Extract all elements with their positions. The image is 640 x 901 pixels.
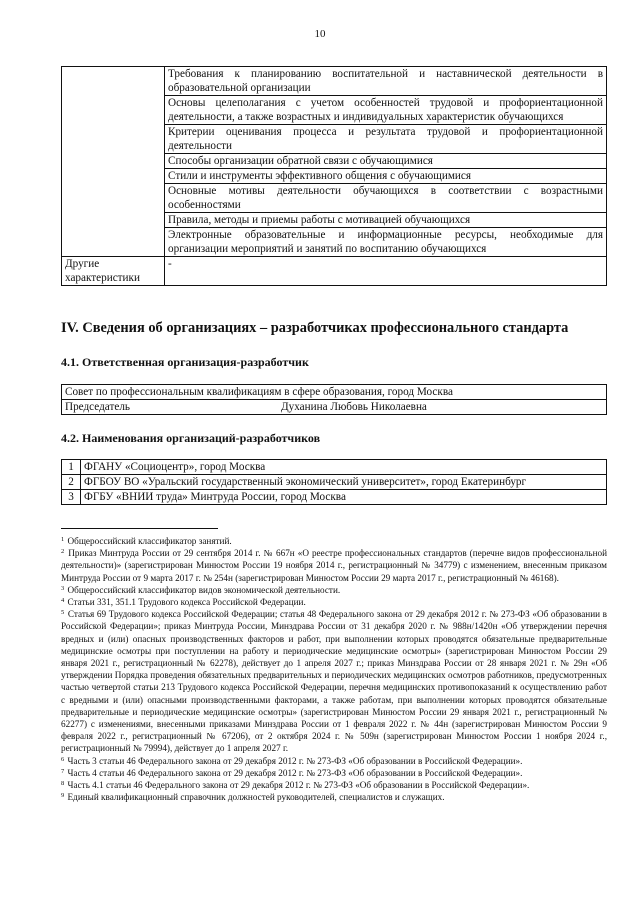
subsection-heading-responsible: 4.1. Ответственная организация-разработчик	[61, 355, 309, 369]
footnote-text: Приказ Минтруда России от 29 сентября 2014 г. № 667н «О реестре профессиональных стандартов (перечне видов профессиональной деятельности)» (зарегистрирован Минюстом России 19 ноября 2014 г., регистрационный № 34779) с изменением, внесенным приказом Минтруда России от 9 марта 2017 г. № 254н (зарегистрирован Минюстом России 29 марта 2017 г., регистрационный № 46168).	[61, 548, 607, 583]
table-row	[62, 400, 607, 415]
footnote	[61, 755, 607, 767]
footnote-marker: 8	[61, 780, 65, 788]
footnote-text: Единый квалификационный справочник должностей руководителей, специалистов и служащих.	[67, 792, 445, 803]
footnote-marker: 2	[61, 548, 65, 556]
requirement-cell: Основы целеполагания с учетом особенностей трудовой и профориентационной деятельности, а также возрастных и индивидуальных характеристик обучающихся	[165, 96, 607, 125]
developer-number: 3	[62, 490, 81, 505]
requirement-cell: Требования к планированию воспитательной и наставнической деятельности в образовательной организации	[165, 67, 607, 96]
table-row	[62, 385, 607, 400]
requirement-cell: Стили и инструменты эффективного общения с обучающимися	[165, 169, 607, 184]
footnote	[61, 596, 607, 608]
footnote-marker: 4	[61, 597, 65, 605]
footnote-text: Часть 3 статьи 46 Федерального закона от 29 декабря 2012 г. № 273-ФЗ «Об образовании в Российской Федерации».	[67, 755, 523, 766]
responsible-org-table	[61, 384, 607, 415]
subsection-heading-developers: 4.2. Наименования организаций-разработчиков	[61, 431, 321, 445]
section-title: IV. Сведения об организациях – разработчиках профессионального стандарта	[61, 320, 569, 336]
footnote	[61, 547, 607, 584]
footnote	[61, 608, 607, 754]
developer-name: ФГАНУ «Социоцентр», город Москва	[81, 460, 607, 475]
footnote-marker: 1	[61, 536, 65, 543]
footnote-marker: 7	[61, 767, 65, 775]
other-characteristics-value: -	[165, 257, 607, 286]
requirement-cell: Способы организации обратной связи с обучающимися	[165, 154, 607, 169]
table-row	[62, 460, 607, 475]
footnote	[61, 779, 607, 791]
footnote-text: Общероссийский классификатор видов экономической деятельности.	[67, 584, 341, 595]
footnotes	[61, 535, 607, 803]
responsible-org-name: Совет по профессиональным квалификациям в сфере образования, город Москва	[62, 385, 607, 400]
footnote-marker: 9	[61, 792, 65, 800]
developer-number: 2	[62, 475, 81, 490]
footnote-marker: 5	[61, 609, 65, 617]
footnote-text: Статьи 331, 351.1 Трудового кодекса Российской Федерации.	[67, 597, 306, 608]
developers-table	[61, 459, 607, 505]
footnote	[61, 584, 607, 596]
table-row	[62, 490, 607, 505]
requirement-cell: Основные мотивы деятельности обучающихся в соответствии с возрастными особенностями	[165, 184, 607, 213]
footnote-text: Часть 4.1 статьи 46 Федерального закона от 29 декабря 2012 г. № 273-ФЗ «Об образовании в Российской Федерации».	[67, 780, 530, 791]
other-characteristics-label: Другие характеристики	[62, 257, 165, 286]
position-label: Председатель	[65, 401, 131, 413]
footnote-divider	[61, 528, 218, 529]
footnote-marker: 6	[61, 755, 65, 763]
page-number: 10	[314, 28, 326, 40]
footnote-text: Общероссийский классификатор занятий.	[67, 536, 232, 546]
footnote-text: Часть 4 статьи 46 Федерального закона от 29 декабря 2012 г. № 273-ФЗ «Об образовании в Российской Федерации».	[67, 767, 523, 778]
requirement-cell: Правила, методы и приемы работы с мотивацией обучающихся	[165, 213, 607, 228]
table-row	[62, 67, 607, 96]
table-row	[62, 257, 607, 286]
requirements-table	[61, 66, 607, 286]
table-row	[62, 475, 607, 490]
person-name: Духанина Любовь Николаевна	[281, 401, 427, 413]
requirement-cell: Электронные образовательные и информационные ресурсы, необходимые для организации мероприятий и занятий по воспитанию обучающихся	[165, 228, 607, 257]
responsible-person-cell	[62, 400, 607, 415]
developer-number: 1	[62, 460, 81, 475]
footnote	[61, 791, 607, 803]
footnote-marker: 3	[61, 584, 65, 592]
developer-name: ФГБОУ ВО «Уральский государственный экономический университет», город Екатеринбург	[81, 475, 607, 490]
developer-name: ФГБУ «ВНИИ труда» Минтруда России, город Москва	[81, 490, 607, 505]
requirement-cell: Критерии оценивания процесса и результата трудовой и профориентационной деятельности	[165, 125, 607, 154]
footnote-text: Статья 69 Трудового кодекса Российской Федерации; статья 48 Федерального закона от 29 декабря 2012 г. № 273-ФЗ «Об образовании в Российской Федерации»; приказ Минтруда России, Минздрава России от 31 декабря 2020 г. № 988н/1420н «Об утверждении перечня вредных и (или) опасных производственных факторов и работ, при выполнении которых проводятся обязательные предварительные медицинские осмотры при поступлении на работу и периодические медицинские осмотры» (зарегистрирован Минюстом России 29 января 2021 г., регистрационный № 62278), действует до 1 апреля 2027 г.; приказ Минздрава России от 28 января 2021 г. № 29н «Об утверждении Порядка проведения обязательных предварительных и периодических медицинских осмотров работников, предусмотренных частью четвертой статьи 213 Трудового кодекса Российской Федерации, перечня медицинских противопоказаний к осуществлению работ с вредными и (или) опасными производственными факторами, а также работам, при выполнении которых проводятся обязательные предварительные и периодические медицинские осмотры» (зарегистрирован Минюстом России 29 января 2021 г., регистрационный № 62277) с изменениями, внесенными приказами Минздрава России от 1 февраля 2022 г. № 44н (зарегистрирован Минюстом России 9 февраля 2022 г., регистрационный № 67206), от 2 октября 2024 г. № 509н (зарегистрирован Минюстом России 1 ноября 2024 г., регистрационный № 79994), действует до 1 апреля 2027 г.	[61, 609, 608, 754]
footnote	[61, 535, 607, 547]
empty-label-cell	[62, 67, 165, 257]
footnote	[61, 767, 607, 779]
